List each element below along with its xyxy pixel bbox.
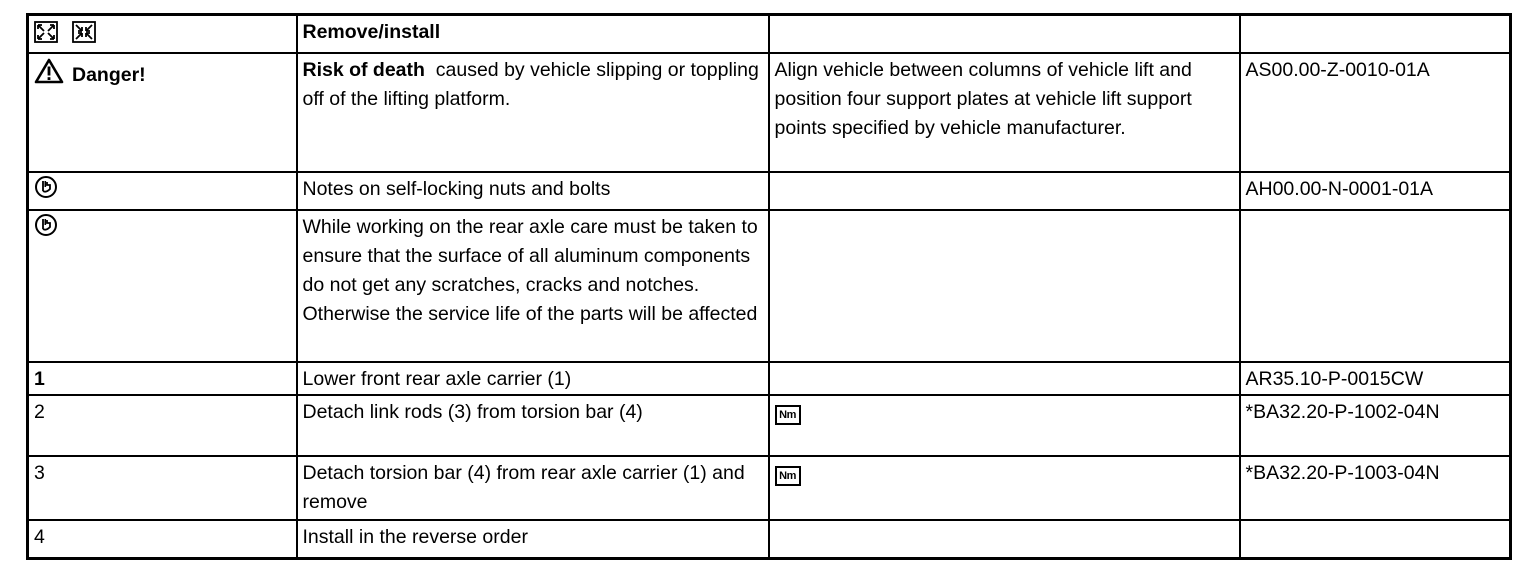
torque-nm-icon[interactable]: Nm (775, 405, 801, 425)
torque-cell (769, 456, 1240, 520)
table-row-step (28, 362, 1511, 395)
table-row-note (28, 210, 1511, 362)
collapse-arrows-icon[interactable] (72, 21, 96, 52)
table-row-step (28, 395, 1511, 456)
note-text: While working on the rear axle care must be taken to ensure that the surface of all aluminum components do not get any scratches, cracks and notches. Otherwise the service life of the parts will be affected (297, 210, 769, 362)
step-number: 1 (28, 362, 297, 395)
danger-instruction: Align vehicle between columns of vehicle lift and position four support plates at vehicle lift support points specified by vehicle manufacturer. (769, 53, 1240, 172)
empty-cell (769, 520, 1240, 558)
header-empty-cell (1240, 15, 1511, 54)
step-number: 4 (28, 520, 297, 558)
table-row-step (28, 520, 1511, 558)
danger-ref[interactable]: AS00.00-Z-0010-01A (1240, 53, 1511, 172)
table-row-header (28, 15, 1511, 54)
step-text: Detach torsion bar (4) from rear axle carrier (1) and remove (297, 456, 769, 520)
note-hand-icon (34, 213, 58, 246)
header-title: Remove/install (297, 15, 769, 54)
empty-cell (1240, 210, 1511, 362)
step-text: Lower front rear axle carrier (1) (297, 362, 769, 395)
step-text: Detach link rods (3) from torsion bar (4) (297, 395, 769, 456)
expand-arrows-icon[interactable] (34, 21, 58, 52)
step-ref[interactable]: *BA32.20-P-1002-04N (1240, 395, 1511, 456)
warning-triangle-icon (34, 58, 64, 93)
torque-nm-icon[interactable]: Nm (775, 466, 801, 486)
empty-cell (769, 362, 1240, 395)
note-hand-icon (34, 175, 58, 208)
table-row-step (28, 456, 1511, 520)
note-icon-cell (28, 172, 297, 210)
step-text: Install in the reverse order (297, 520, 769, 558)
danger-text-cell (297, 53, 769, 172)
step-ref[interactable]: AR35.10-P-0015CW (1240, 362, 1511, 395)
procedure-table (26, 13, 1512, 560)
danger-heading: Risk of death (302, 59, 425, 81)
note-icon-cell (28, 210, 297, 362)
torque-cell (769, 395, 1240, 456)
danger-text: caused by vehicle slipping or toppling off of the lifting platform. (302, 59, 765, 110)
icon-cell (28, 15, 297, 54)
step-number: 3 (28, 456, 297, 520)
danger-label-cell (28, 53, 297, 172)
danger-label: Danger! (72, 64, 146, 86)
empty-cell (769, 210, 1240, 362)
header-empty-cell (769, 15, 1240, 54)
note-text: Notes on self-locking nuts and bolts (297, 172, 769, 210)
step-ref[interactable]: *BA32.20-P-1003-04N (1240, 456, 1511, 520)
table-row-danger (28, 53, 1511, 172)
table-row-note (28, 172, 1511, 210)
empty-cell (769, 172, 1240, 210)
note-ref[interactable]: AH00.00-N-0001-01A (1240, 172, 1511, 210)
empty-cell (1240, 520, 1511, 558)
step-number: 2 (28, 395, 297, 456)
